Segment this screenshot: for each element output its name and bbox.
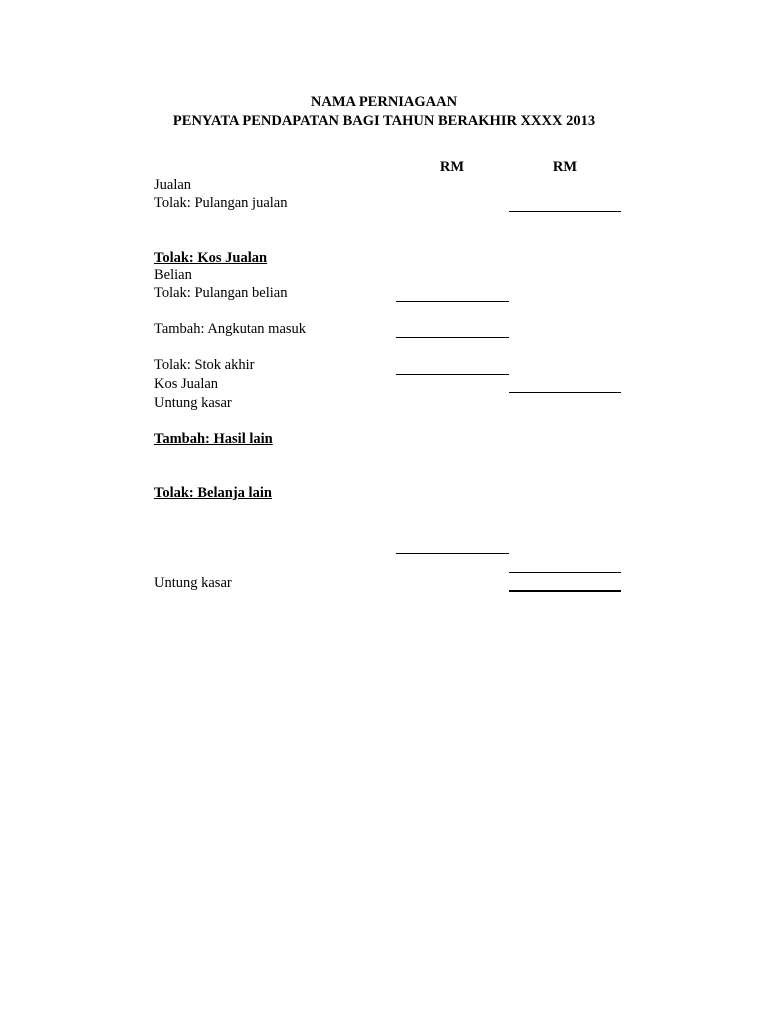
line-jualan: Jualan [154, 177, 192, 193]
rule-stok-akhir [396, 374, 509, 375]
rule-goods-available [396, 337, 509, 338]
rule-final-total-double [509, 590, 621, 592]
rule-net-purchases [396, 301, 509, 302]
rule-cost-of-sales [509, 392, 621, 393]
line-belian: Belian [154, 267, 192, 283]
line-untung-kasar: Untung kasar [154, 395, 232, 411]
line-stok-akhir: Tolak: Stok akhir [154, 357, 255, 373]
line-untung-kasar-final: Untung kasar [154, 575, 232, 591]
rule-subtotal [509, 572, 621, 573]
heading-kos-jualan: Tolak: Kos Jualan [154, 250, 268, 266]
line-pulangan-jualan: Tolak: Pulangan jualan [154, 195, 288, 211]
column-header-rm-2: RM [552, 159, 578, 175]
line-angkutan-masuk: Tambah: Angkutan masuk [154, 321, 307, 337]
heading-belanja-lain: Tolak: Belanja lain [154, 485, 272, 501]
line-pulangan-belian: Tolak: Pulangan belian [154, 285, 288, 301]
rule-total-expenses [396, 553, 509, 554]
statement-title: PENYATA PENDAPATAN BAGI TAHUN BERAKHIR XXXX 2013 [172, 113, 596, 129]
line-kos-jualan: Kos Jualan [154, 376, 219, 392]
heading-hasil-lain: Tambah: Hasil lain [154, 431, 273, 447]
column-header-rm-1: RM [439, 159, 465, 175]
business-name-title: NAMA PERNIAGAAN [310, 94, 458, 110]
rule-net-sales [509, 211, 621, 212]
